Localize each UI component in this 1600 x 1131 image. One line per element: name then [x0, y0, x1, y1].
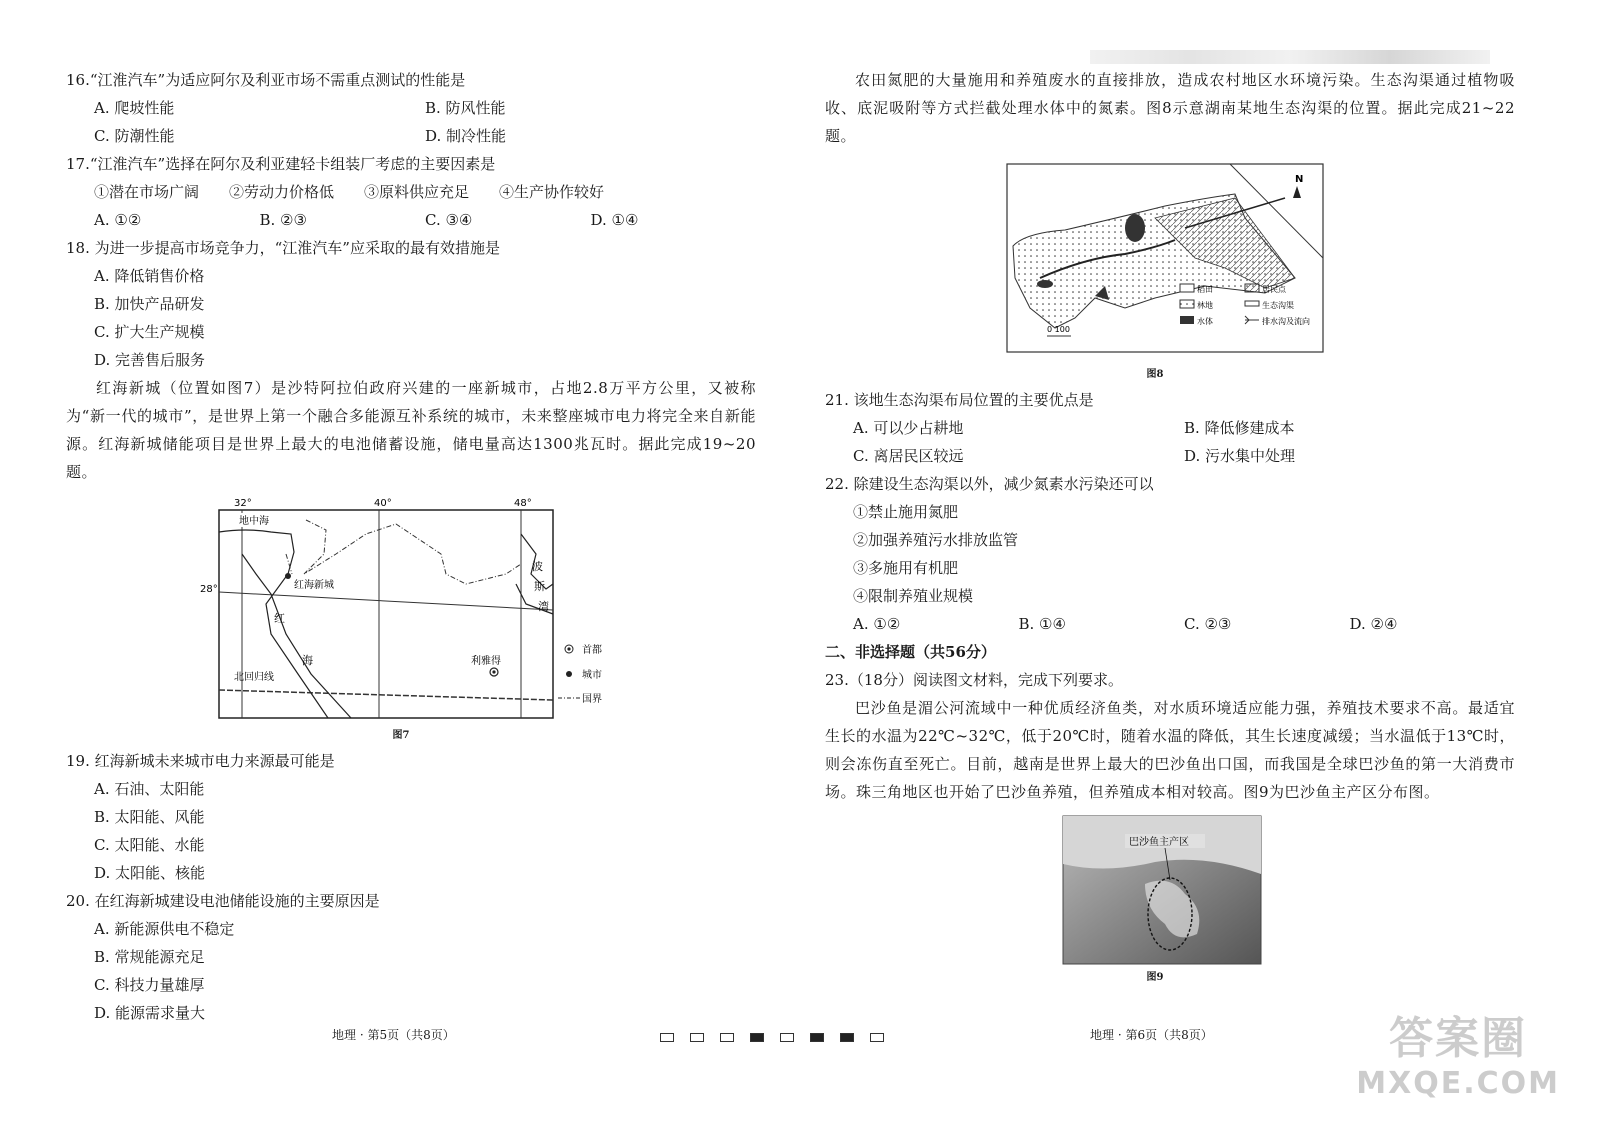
q22-item-4: ④限制养殖业规模 [853, 587, 974, 605]
q19-option-d[interactable]: D. 太阳能、核能 [94, 864, 206, 882]
q16-stem: 16.“江淮汽车”为适应阿尔及利亚市场不需重点测试的性能是 [66, 71, 466, 89]
q16-options [66, 94, 756, 150]
q20-option-c[interactable]: C. 科技力量雄厚 [94, 976, 205, 994]
q18-option-a[interactable]: A. 降低销售价格 [94, 267, 205, 285]
figure-7-caption: 图7 [392, 730, 410, 741]
q18-option-c[interactable]: C. 扩大生产规模 [94, 323, 205, 341]
q17-options [66, 206, 756, 234]
q18-option-b[interactable]: B. 加快产品研发 [94, 295, 205, 313]
label-red-sea-1: 红 [274, 612, 285, 625]
q16-option-d[interactable]: D. 制冷性能 [425, 127, 507, 145]
left-page [66, 66, 756, 1027]
q21-stem: 21. 该地生态沟渠布局位置的主要优点是 [825, 391, 1094, 409]
lon-48: 48° [514, 498, 532, 509]
label-red-sea-city: 红海新城 [294, 580, 334, 591]
q18-options [66, 262, 756, 374]
top-scan-band [1090, 50, 1490, 64]
legend-eco-ditch: 生态沟渠 [1262, 301, 1294, 310]
q17-option-c[interactable]: C. ③④ [425, 211, 473, 229]
watermark-main: 答案圈 [1389, 1013, 1528, 1064]
q22-options [825, 610, 1515, 638]
footer-right: 地理 · 第6页（共8页） [1090, 1028, 1213, 1042]
label-tropic: 北回归线 [234, 672, 274, 683]
legend-border: 国界 [582, 694, 602, 705]
q22-stem: 22. 除建设生态沟渠以外，减少氮素水污染还可以 [825, 475, 1154, 493]
lat-28: 28° [200, 584, 218, 595]
watermark-sub: MXQE.COM [1356, 1066, 1560, 1101]
legend-forest: 林地 [1197, 301, 1213, 310]
q16-option-c[interactable]: C. 防潮性能 [94, 127, 175, 145]
q21-option-c[interactable]: C. 离居民区较远 [853, 447, 964, 465]
q22-item-3: ③多施用有机肥 [853, 559, 959, 577]
q17-option-a[interactable]: A. ①② [94, 211, 142, 229]
figure-9-map [825, 814, 1515, 966]
q19-options [66, 775, 756, 887]
q22-items [825, 498, 1515, 610]
q17-option-d[interactable]: D. ①④ [590, 211, 639, 229]
q22-option-d[interactable]: D. ②④ [1349, 615, 1398, 633]
q22-option-c[interactable]: C. ②③ [1184, 615, 1232, 633]
q18-stem: 18. 为进一步提高市场竞争力，“江淮汽车”应采取的最有效措施是 [66, 239, 500, 257]
q22-option-b[interactable]: B. ①④ [1018, 615, 1066, 633]
legend-residential: 居民点 [1262, 285, 1286, 294]
legend-drain: 排水沟及流向 [1262, 317, 1310, 326]
q17-option-b[interactable]: B. ②③ [259, 211, 307, 229]
q19-option-c[interactable]: C. 太阳能、水能 [94, 836, 205, 854]
label-gulf-3: 湾 [538, 600, 549, 613]
q16-option-b[interactable]: B. 防风性能 [425, 99, 506, 117]
section-heading: 二、非选择题（共56分） [825, 643, 996, 661]
q23-stem: 23.（18分）阅读图文材料，完成下列要求。 [825, 671, 1123, 689]
q21-option-d[interactable]: D. 污水集中处理 [1184, 447, 1296, 465]
lon-32: 32° [234, 498, 252, 509]
q20-option-d[interactable]: D. 能源需求量大 [94, 1004, 206, 1022]
north-label: N [1295, 174, 1304, 185]
q21-option-a[interactable]: A. 可以少占耕地 [853, 419, 964, 437]
q19-stem: 19. 红海新城未来城市电力来源最可能是 [66, 752, 335, 770]
label-gulf-1: 波 [532, 560, 543, 573]
q19-option-a[interactable]: A. 石油、太阳能 [94, 780, 205, 798]
q21-option-b[interactable]: B. 降低修建成本 [1184, 419, 1295, 437]
q17-items: ①潜在市场广阔 ②劳动力价格低 ③原料供应充足 ④生产协作较好 [94, 183, 605, 201]
legend-city: 城市 [582, 670, 602, 681]
q23-passage: 巴沙鱼是湄公河流域中一种优质经济鱼类，对水质环境适应能力强，养殖技术要求不高。最适宜生长的水温为22℃~32℃，低于20℃时，随着水温的降低，其生长速度减缓；当水温低于13℃时，则会冻伤直至死亡。目前，越南是世界上最大的巴沙鱼出口国，而我国是全球巴沙鱼的第一大消费市场。珠三角地区也开始了巴沙鱼养殖，但养殖成本相对较高。图9为巴沙鱼主产区分布图。 [825, 699, 1515, 801]
passage-ecological-ditch: 农田氮肥的大量施用和养殖废水的直接排放，造成农村地区水环境污染。生态沟渠通过植物吸收、底泥吸附等方式拦截处理水体中的氮素。图8示意湖南某地生态沟渠的位置。据此完成21~22题。 [825, 71, 1515, 145]
footer-left: 地理 · 第5页（共8页） [332, 1028, 455, 1042]
q17-stem: 17.“江淮汽车”选择在阿尔及利亚建轻卡组装厂考虑的主要因素是 [66, 155, 496, 173]
q19-option-b[interactable]: B. 太阳能、风能 [94, 808, 205, 826]
q20-option-b[interactable]: B. 常规能源充足 [94, 948, 205, 966]
q18-option-d[interactable]: D. 完善售后服务 [94, 351, 206, 369]
scale-label: 0 100 [1047, 325, 1070, 334]
figure-9-caption: 图9 [1146, 972, 1164, 983]
legend-paddy: 稻田 [1197, 285, 1213, 294]
legend-capital: 首都 [582, 645, 602, 656]
passage-red-sea-city: 红海新城（位置如图7）是沙特阿拉伯政府兴建的一座新城市，占地2.8万平方公里，又被称为“新一代的城市”，是世界上第一个融合多能源互补系统的城市，未来整座城市电力将完全来自新能源。红海新城储能项目是世界上最大的电池储蓄设施，储电量高达1300兆瓦时。据此完成19~20题。 [66, 379, 756, 481]
lon-40: 40° [374, 498, 392, 509]
label-gulf-2: 斯 [534, 580, 545, 593]
watermark-logo [1356, 1002, 1560, 1101]
q22-item-1: ①禁止施用氮肥 [853, 503, 959, 521]
figure-8-caption: 图8 [1146, 369, 1164, 380]
label-basa-area: 巴沙鱼主产区 [1129, 837, 1189, 848]
q20-stem: 20. 在红海新城建设电池储能设施的主要原因是 [66, 892, 380, 910]
q20-options [66, 915, 756, 1027]
legend-water: 水体 [1197, 317, 1213, 326]
figure-8-map [825, 158, 1515, 363]
figure-7-map [66, 494, 756, 724]
q21-options [825, 414, 1515, 470]
right-page [825, 66, 1515, 989]
q22-item-2: ②加强养殖污水排放监管 [853, 531, 1019, 549]
page-dots [660, 1030, 900, 1044]
q22-option-a[interactable]: A. ①② [853, 615, 901, 633]
q16-option-a[interactable]: A. 爬坡性能 [94, 99, 175, 117]
label-riyadh: 利雅得 [471, 656, 501, 667]
label-red-sea-2: 海 [302, 654, 313, 667]
label-mediterranean: 地中海 [239, 516, 269, 527]
q20-option-a[interactable]: A. 新能源供电不稳定 [94, 920, 235, 938]
